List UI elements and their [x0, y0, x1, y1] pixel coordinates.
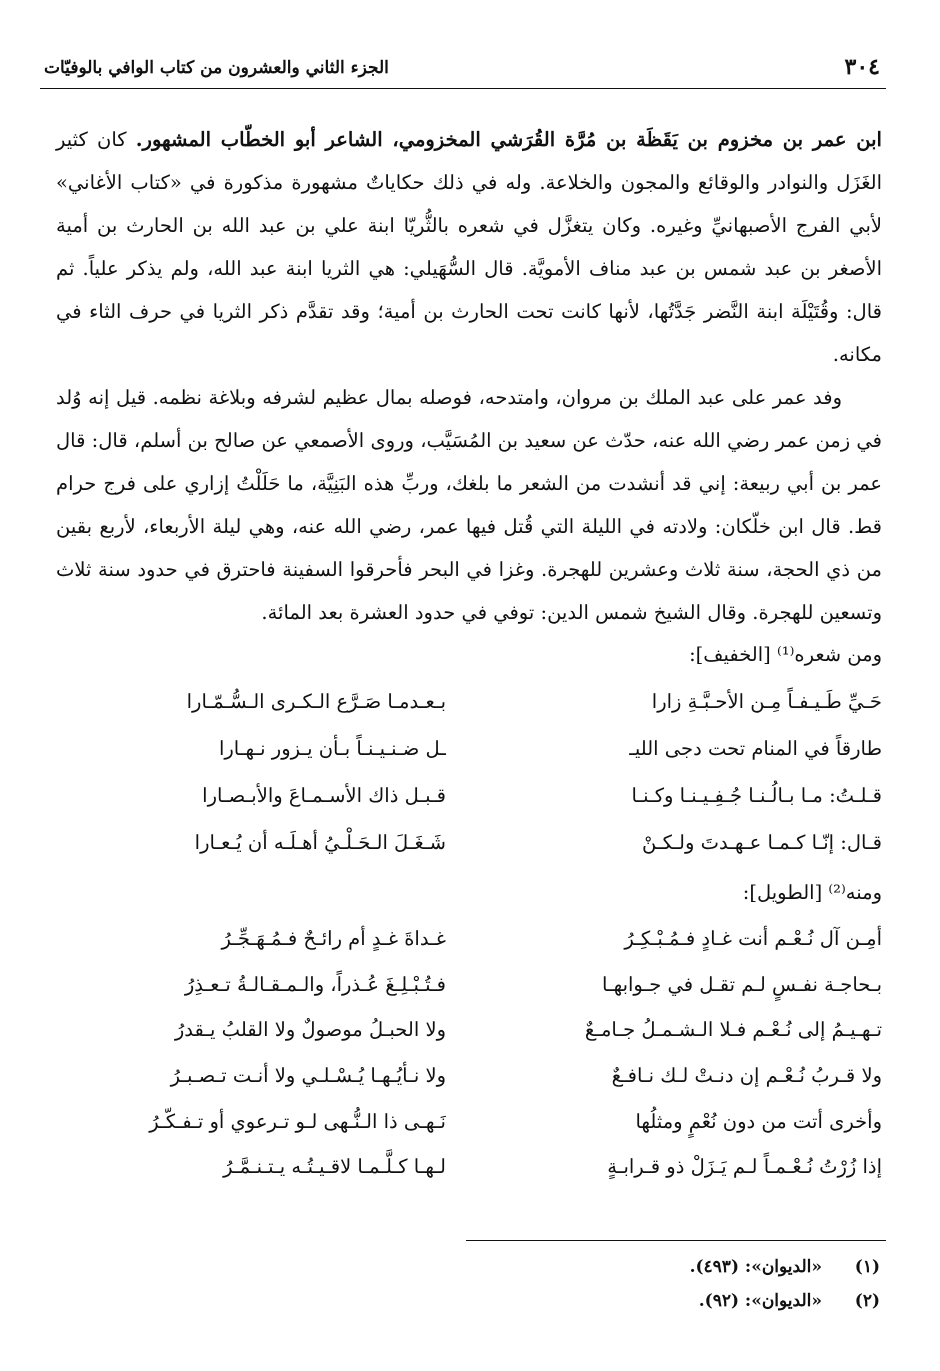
- verse-line: [56, 1053, 882, 1099]
- footnote-text: «الديوان»: (٤٩٣).: [689, 1257, 822, 1277]
- second-hemistich: غـداةَ غـدٍ أم رائـحٌ فـمُـهَـجِّـرُ: [221, 927, 446, 950]
- footnote-text: «الديوان»: (٩٢).: [698, 1291, 822, 1311]
- footnote-number: (٢): [854, 1291, 880, 1311]
- verse-line: [56, 1099, 882, 1145]
- subject-name: ابن عمر بن مخزوم بن يَقَظَة بن مُرَّة القُرَشي المخزومي، الشاعر أبو الخطّاب المشهور.: [135, 128, 882, 151]
- verse-line: [56, 819, 882, 866]
- verse-line: [56, 1007, 882, 1053]
- page-body: [56, 118, 882, 1196]
- first-hemistich: تـهـيـمُ إلى نُـعْـم فـلا الـشـمـلُ جـامـعٌ: [584, 1018, 882, 1042]
- footnote: [690, 1250, 880, 1284]
- verse-line: [56, 772, 882, 819]
- biography-text: كان كثير الغَزَل والنوادر والوقائع والمجون والخلاعة. وله في ذلك حكاياتٌ مشهورة مذكورة في «كتاب الأغاني» لأبي الفرج الأصبهانيِّ وغيره. وكان يتغزَّل في شعره بالثُّريّا ابنة علي بن عبد الله بن الحارث بن أمية الأصغر بن عبد شمس بن عبد مناف الأمويَّة. قال السُّهَيلي: هي الثريا ابنة عبد الله، ولم يذكر علياً. ثم قال: وقُتَيْلَة ابنة النَّضر جَدَّتُها، لأنها كانت تحت الحارث بن أمية؛ وقد تقدَّم ذكر الثريا في حرف الثاء في مكانه.: [56, 128, 882, 366]
- verse-line: [56, 962, 882, 1008]
- first-hemistich: قـلـتُ: مـا بـالُـنـا جُـفِـيـنـا وكـنـا: [631, 784, 882, 807]
- footnote-number: (١): [854, 1257, 880, 1277]
- first-hemistich: إذا زُرْتُ نُـعْـمـاً لـم يَـزَلْ ذو قـرابـةٍ: [607, 1155, 882, 1179]
- footnotes: [690, 1250, 880, 1318]
- second-hemistich: لـهـا كـلَّـمـا لاقـيـتُـه يـتـنـمَّـرُ: [223, 1155, 446, 1179]
- second-hemistich: قـبـل ذاك الأسـمـاعَ والأبـصـارا: [202, 784, 446, 807]
- verse-line: [56, 725, 882, 772]
- first-hemistich: ولا قـربُ نُـعْـم إن دنـتْ لـك نـافـعٌ: [611, 1064, 882, 1088]
- second-hemistich: فـتُـبْـلِـغَ عُـذراً، والـمـقـالـةُ تـعـذِرُ: [184, 972, 446, 996]
- second-hemistich: ولا الحبـلُ موصولٌ ولا القلبُ يـقدرُ: [174, 1018, 446, 1042]
- verse-line: [56, 1144, 882, 1190]
- first-hemistich: حَـيِّ طَـيـفـاً مِـن الأحـبَّـةِ زارا: [651, 690, 882, 713]
- first-hemistich: بـحاجـة نفـسٍ لـم تقـل في جـوابهـا: [601, 972, 882, 996]
- running-title: الجزء الثاني والعشرون من كتاب الوافي بالوفيّات: [44, 58, 389, 78]
- poem-2: [56, 916, 882, 1190]
- poem-intro-1: ومن شعره⁽¹⁾ [الخفيف]:: [689, 643, 882, 666]
- poem-1: [56, 678, 882, 866]
- verse-line: [56, 678, 882, 725]
- first-hemistich: أمِـن آل نُـعْـم أنت غـادٍ فـمُـبْـكِـرُ: [624, 927, 882, 950]
- poem-intro-2: ومنه⁽²⁾ [الطويل]:: [742, 881, 882, 904]
- first-hemistich: وأخرى أتت من دون نُعْمٍ ومثلُها: [635, 1109, 882, 1133]
- biography-paragraph: [56, 118, 882, 376]
- page-number: ٣٠٤: [844, 54, 880, 80]
- footnote: [690, 1284, 880, 1318]
- first-hemistich: قـال: إنّـا كـمـا عـهـدتَ ولـكـنْ: [642, 831, 882, 854]
- second-hemistich: ولا نـأيُـهـا يُـسْـلـي ولا أنـت تـصـبـرُ: [170, 1064, 446, 1088]
- biography-paragraph-2: وفد عمر على عبد الملك بن مروان، وامتدحه، فوصله بمال عظيم لشرفه وبلاغة نظمه. قيل إنه وُلد في زمن عمر رضي الله عنه، حدّث عن سعيد بن المُسَيَّب، وروى الأصمعي عن صالح بن أسلم، قال: قال عمر بن أبي ربيعة: إني قد أنشدت من الشعر ما بلغك، وربِّ هذه البَنِيَّة، ما حَلَلْتُ إزاري على فرج حرام قط. قال ابن خلّكان: ولادته في الليلة التي قُتل فيها عمر، رضي الله عنه، وهي ليلة الأربعاء، لأربع بقين من ذي الحجة، سنة ثلاث وعشرين للهجرة. وغزا في البحر فأحرقوا السفينة فاحترق في حدود سنة ثلاث وتسعين للهجرة. وقال الشيخ شمس الدين: توفي في حدود العشرة بعد المائة.: [56, 386, 882, 624]
- footnotes-divider: [466, 1240, 886, 1241]
- second-hemistich: شَـغَـلَ الـحَـلْـيُ أهـلَـه أن يُـعـارا: [194, 831, 446, 854]
- first-hemistich: طارقاً في المنام تحت دجى الليـ: [629, 737, 882, 760]
- page-header: [40, 48, 886, 89]
- second-hemistich: ـل ضـنـيـنـاً بـأن يـزور نـهـارا: [218, 737, 446, 760]
- second-hemistich: نَـهـى ذا الـنُّـهى لـو تـرعوي أو تـفـكّـرُ: [149, 1109, 446, 1133]
- verse-line: [56, 916, 882, 962]
- second-hemistich: بـعـدمـا صَـرَّع الـكـرى الـسُّـمّـارا: [186, 690, 446, 713]
